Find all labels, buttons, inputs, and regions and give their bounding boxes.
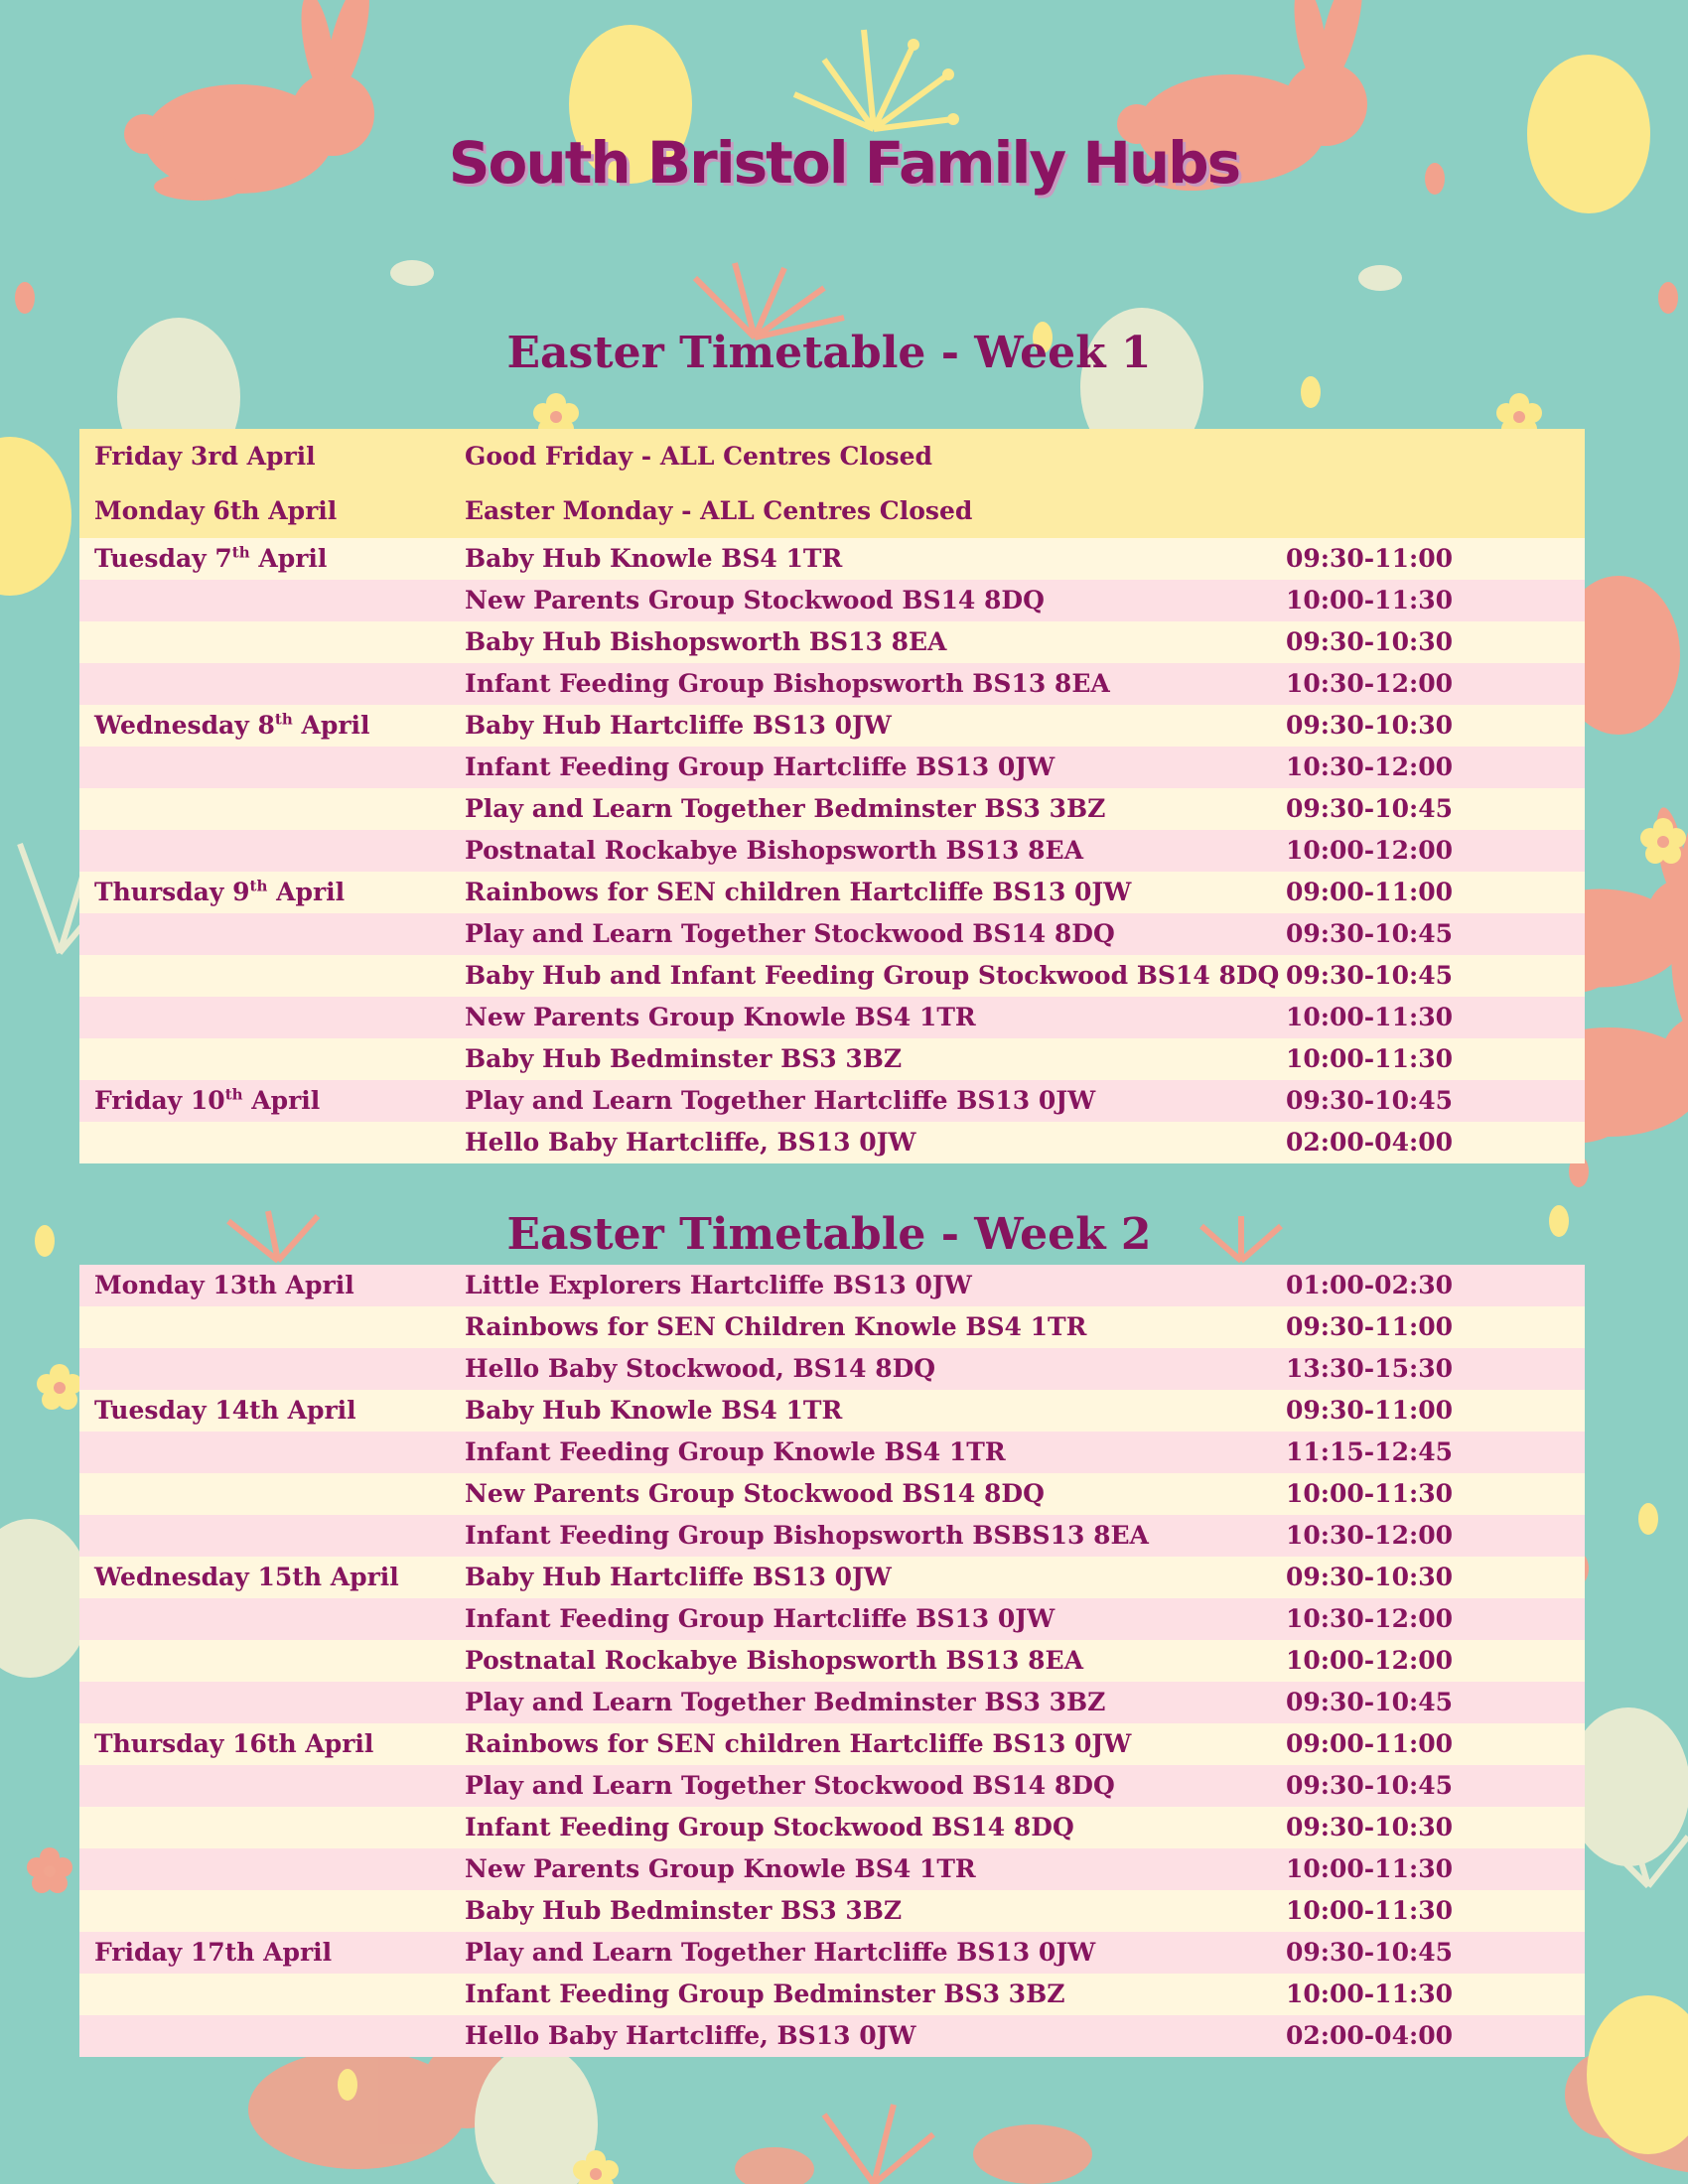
- time-cell: 10:00-11:30: [1286, 1038, 1585, 1080]
- time-cell: 09:30-10:45: [1286, 1932, 1585, 1974]
- time-cell: [1286, 429, 1585, 483]
- day-cell: [79, 1557, 451, 1598]
- activity-cell: New Parents Group Knowle BS4 1TR: [451, 1848, 1286, 1890]
- activity-cell: Infant Feeding Group Stockwood BS14 8DQ: [451, 1807, 1286, 1848]
- time-cell: 09:30-10:45: [1286, 913, 1585, 955]
- table-row: [79, 1515, 1585, 1557]
- day-cell: [79, 580, 451, 621]
- activity-cell: New Parents Group Knowle BS4 1TR: [451, 997, 1286, 1038]
- time-cell: 09:30-10:45: [1286, 1080, 1585, 1122]
- day-label: Tuesday 14th April: [94, 1396, 356, 1425]
- table-row: [79, 955, 1585, 997]
- activity-cell: Play and Learn Together Stockwood BS14 8DQ: [451, 1765, 1286, 1807]
- week-1-timetable: [79, 429, 1585, 1163]
- table-row: [79, 1765, 1585, 1807]
- time-cell: 10:00-11:30: [1286, 1890, 1585, 1932]
- day-month: April: [242, 1086, 321, 1115]
- day-cell: [79, 2015, 451, 2057]
- day-month: April: [292, 711, 370, 740]
- time-cell: 02:00-04:00: [1286, 2015, 1585, 2057]
- activity-cell: Rainbows for SEN children Hartcliffe BS13 0JW: [451, 872, 1286, 913]
- time-cell: 09:30-11:00: [1286, 538, 1585, 580]
- day-cell: [79, 1682, 451, 1723]
- table-row: [79, 1080, 1585, 1122]
- table-row: [79, 1974, 1585, 2015]
- time-cell: 09:30-10:30: [1286, 621, 1585, 663]
- activity-cell: Baby Hub Hartcliffe BS13 0JW: [451, 1557, 1286, 1598]
- egg-decoration: [0, 437, 71, 596]
- day-label: Wednesday 8: [94, 711, 275, 740]
- table-row: [79, 621, 1585, 663]
- table-row: [79, 1348, 1585, 1390]
- table-row: [79, 1598, 1585, 1640]
- day-cell: [79, 1515, 451, 1557]
- table-row: [79, 663, 1585, 705]
- table-row: [79, 872, 1585, 913]
- activity-cell: Play and Learn Together Stockwood BS14 8DQ: [451, 913, 1286, 955]
- day-cell: [79, 1848, 451, 1890]
- table-row: [79, 1038, 1585, 1080]
- time-cell: 09:30-10:45: [1286, 1682, 1585, 1723]
- table-row: [79, 1390, 1585, 1432]
- time-cell: 10:00-11:30: [1286, 1848, 1585, 1890]
- table-row: [79, 913, 1585, 955]
- activity-cell: Little Explorers Hartcliffe BS13 0JW: [451, 1265, 1286, 1306]
- week-2-timetable: [79, 1265, 1585, 2057]
- activity-cell: Hello Baby Hartcliffe, BS13 0JW: [451, 1122, 1286, 1163]
- flower-decoration: [27, 1847, 72, 1893]
- day-cell: [79, 1974, 451, 2015]
- day-ordinal-suffix: th: [274, 710, 293, 729]
- egg-decoration: [0, 1519, 91, 1678]
- time-cell: 09:30-10:30: [1286, 1807, 1585, 1848]
- day-cell: [79, 705, 451, 747]
- time-cell: [1286, 483, 1585, 538]
- table-row: [79, 1640, 1585, 1682]
- activity-cell: Hello Baby Stockwood, BS14 8DQ: [451, 1348, 1286, 1390]
- table-row: [79, 1682, 1585, 1723]
- table-row: [79, 1122, 1585, 1163]
- day-cell: [79, 955, 451, 997]
- day-cell: [79, 1080, 451, 1122]
- day-label: Monday 13th April: [94, 1271, 354, 1299]
- activity-cell: Baby Hub Knowle BS4 1TR: [451, 1390, 1286, 1432]
- activity-cell: Baby Hub Knowle BS4 1TR: [451, 538, 1286, 580]
- time-cell: 01:00-02:30: [1286, 1265, 1585, 1306]
- day-cell: [79, 1932, 451, 1974]
- time-cell: 10:00-11:30: [1286, 580, 1585, 621]
- time-cell: 09:30-10:45: [1286, 955, 1585, 997]
- day-cell: [79, 621, 451, 663]
- time-cell: 09:00-11:00: [1286, 1723, 1585, 1765]
- activity-cell: Infant Feeding Group Knowle BS4 1TR: [451, 1432, 1286, 1473]
- egg-decoration: [1567, 1707, 1688, 1866]
- day-cell: [79, 1723, 451, 1765]
- time-cell: 10:30-12:00: [1286, 663, 1585, 705]
- activity-cell: Play and Learn Together Hartcliffe BS13 0JW: [451, 1080, 1286, 1122]
- time-cell: 09:30-10:45: [1286, 1765, 1585, 1807]
- day-month: April: [267, 878, 346, 906]
- day-cell: [79, 1038, 451, 1080]
- table-row: [79, 538, 1585, 580]
- activity-cell: Infant Feeding Group Hartcliffe BS13 0JW: [451, 1598, 1286, 1640]
- day-label: Monday 6th April: [94, 496, 338, 525]
- day-cell: [79, 1122, 451, 1163]
- time-cell: 02:00-04:00: [1286, 1122, 1585, 1163]
- day-cell: [79, 1765, 451, 1807]
- day-ordinal-suffix: th: [249, 877, 268, 895]
- bunny-decoration: [248, 2041, 1688, 2184]
- week-2-heading: Easter Timetable - Week 2: [506, 1209, 1152, 1260]
- day-cell: [79, 483, 451, 538]
- day-label: Tuesday 7: [94, 544, 232, 573]
- week-1-heading: Easter Timetable - Week 1: [506, 328, 1152, 378]
- day-cell: [79, 1640, 451, 1682]
- day-label: Wednesday 15th April: [94, 1563, 399, 1591]
- time-cell: 10:00-12:00: [1286, 1640, 1585, 1682]
- day-cell: [79, 913, 451, 955]
- table-row: [79, 997, 1585, 1038]
- activity-cell: New Parents Group Stockwood BS14 8DQ: [451, 580, 1286, 621]
- activity-cell: Good Friday - ALL Centres Closed: [451, 429, 1286, 483]
- activity-cell: Infant Feeding Group Bedminster BS3 3BZ: [451, 1974, 1286, 2015]
- day-cell: [79, 663, 451, 705]
- activity-cell: Postnatal Rockabye Bishopsworth BS13 8EA: [451, 1640, 1286, 1682]
- table-row: [79, 788, 1585, 830]
- time-cell: 09:30-10:30: [1286, 705, 1585, 747]
- table-row: [79, 1557, 1585, 1598]
- time-cell: 09:30-10:30: [1286, 1557, 1585, 1598]
- day-cell: [79, 1890, 451, 1932]
- day-cell: [79, 997, 451, 1038]
- activity-cell: Postnatal Rockabye Bishopsworth BS13 8EA: [451, 830, 1286, 872]
- day-cell: [79, 1598, 451, 1640]
- day-label: Friday 17th April: [94, 1938, 333, 1967]
- table-row: [79, 1473, 1585, 1515]
- day-cell: [79, 830, 451, 872]
- table-row: [79, 1265, 1585, 1306]
- day-cell: [79, 1390, 451, 1432]
- time-cell: 10:00-11:30: [1286, 1473, 1585, 1515]
- activity-cell: Baby Hub Bishopsworth BS13 8EA: [451, 621, 1286, 663]
- day-label: Thursday 9: [94, 878, 250, 906]
- day-cell: [79, 1432, 451, 1473]
- day-cell: [79, 872, 451, 913]
- table-row: [79, 1932, 1585, 1974]
- time-cell: 10:00-11:30: [1286, 1974, 1585, 2015]
- table-row: [79, 830, 1585, 872]
- day-cell: [79, 1473, 451, 1515]
- flower-decoration: [1640, 818, 1686, 864]
- day-cell: [79, 429, 451, 483]
- table-row: [79, 429, 1585, 483]
- table-row: [79, 1306, 1585, 1348]
- time-cell: 09:30-10:45: [1286, 788, 1585, 830]
- day-label: Friday 3rd April: [94, 442, 316, 471]
- activity-cell: Baby Hub Hartcliffe BS13 0JW: [451, 705, 1286, 747]
- day-ordinal-suffix: th: [231, 543, 250, 562]
- day-cell: [79, 1807, 451, 1848]
- dandelion-decoration: [794, 30, 953, 129]
- time-cell: 10:00-11:30: [1286, 997, 1585, 1038]
- activity-cell: Infant Feeding Group Bishopsworth BS13 8EA: [451, 663, 1286, 705]
- day-label: Thursday 16th April: [94, 1729, 374, 1758]
- table-row: [79, 747, 1585, 788]
- time-cell: 09:00-11:00: [1286, 872, 1585, 913]
- activity-cell: Baby Hub Bedminster BS3 3BZ: [451, 1038, 1286, 1080]
- day-cell: [79, 747, 451, 788]
- table-row: [79, 1890, 1585, 1932]
- table-row: [79, 1432, 1585, 1473]
- dandelion-decoration: [695, 263, 844, 338]
- time-cell: 10:00-12:00: [1286, 830, 1585, 872]
- activity-cell: New Parents Group Stockwood BS14 8DQ: [451, 1473, 1286, 1515]
- activity-cell: Play and Learn Together Bedminster BS3 3BZ: [451, 1682, 1286, 1723]
- activity-cell: Hello Baby Hartcliffe, BS13 0JW: [451, 2015, 1286, 2057]
- activity-cell: Rainbows for SEN children Hartcliffe BS13 0JW: [451, 1723, 1286, 1765]
- time-cell: 10:30-12:00: [1286, 1515, 1585, 1557]
- day-label: Friday 10: [94, 1086, 225, 1115]
- time-cell: 10:30-12:00: [1286, 1598, 1585, 1640]
- table-row: [79, 1848, 1585, 1890]
- time-cell: 13:30-15:30: [1286, 1348, 1585, 1390]
- activity-cell: Baby Hub Bedminster BS3 3BZ: [451, 1890, 1286, 1932]
- day-cell: [79, 1265, 451, 1306]
- time-cell: 11:15-12:45: [1286, 1432, 1585, 1473]
- day-cell: [79, 1348, 451, 1390]
- flower-decoration: [37, 1364, 82, 1410]
- table-row: [79, 483, 1585, 538]
- day-cell: [79, 1306, 451, 1348]
- time-cell: 09:30-11:00: [1286, 1390, 1585, 1432]
- table-row: [79, 705, 1585, 747]
- table-row: [79, 1723, 1585, 1765]
- page-title: South Bristol Family Hubs: [448, 129, 1240, 197]
- activity-cell: Play and Learn Together Hartcliffe BS13 0JW: [451, 1932, 1286, 1974]
- table-row: [79, 2015, 1585, 2057]
- day-cell: [79, 788, 451, 830]
- day-cell: [79, 538, 451, 580]
- activity-cell: Baby Hub and Infant Feeding Group Stockwood BS14 8DQ: [451, 955, 1286, 997]
- time-cell: 10:30-12:00: [1286, 747, 1585, 788]
- activity-cell: Infant Feeding Group Hartcliffe BS13 0JW: [451, 747, 1286, 788]
- day-ordinal-suffix: th: [224, 1085, 243, 1104]
- table-row: [79, 580, 1585, 621]
- activity-cell: Play and Learn Together Bedminster BS3 3BZ: [451, 788, 1286, 830]
- activity-cell: Infant Feeding Group Bishopsworth BSBS13 8EA: [451, 1515, 1286, 1557]
- table-row: [79, 1807, 1585, 1848]
- activity-cell: Rainbows for SEN Children Knowle BS4 1TR: [451, 1306, 1286, 1348]
- activity-cell: Easter Monday - ALL Centres Closed: [451, 483, 1286, 538]
- dandelion-decoration: [824, 2105, 933, 2184]
- time-cell: 09:30-11:00: [1286, 1306, 1585, 1348]
- day-month: April: [249, 544, 328, 573]
